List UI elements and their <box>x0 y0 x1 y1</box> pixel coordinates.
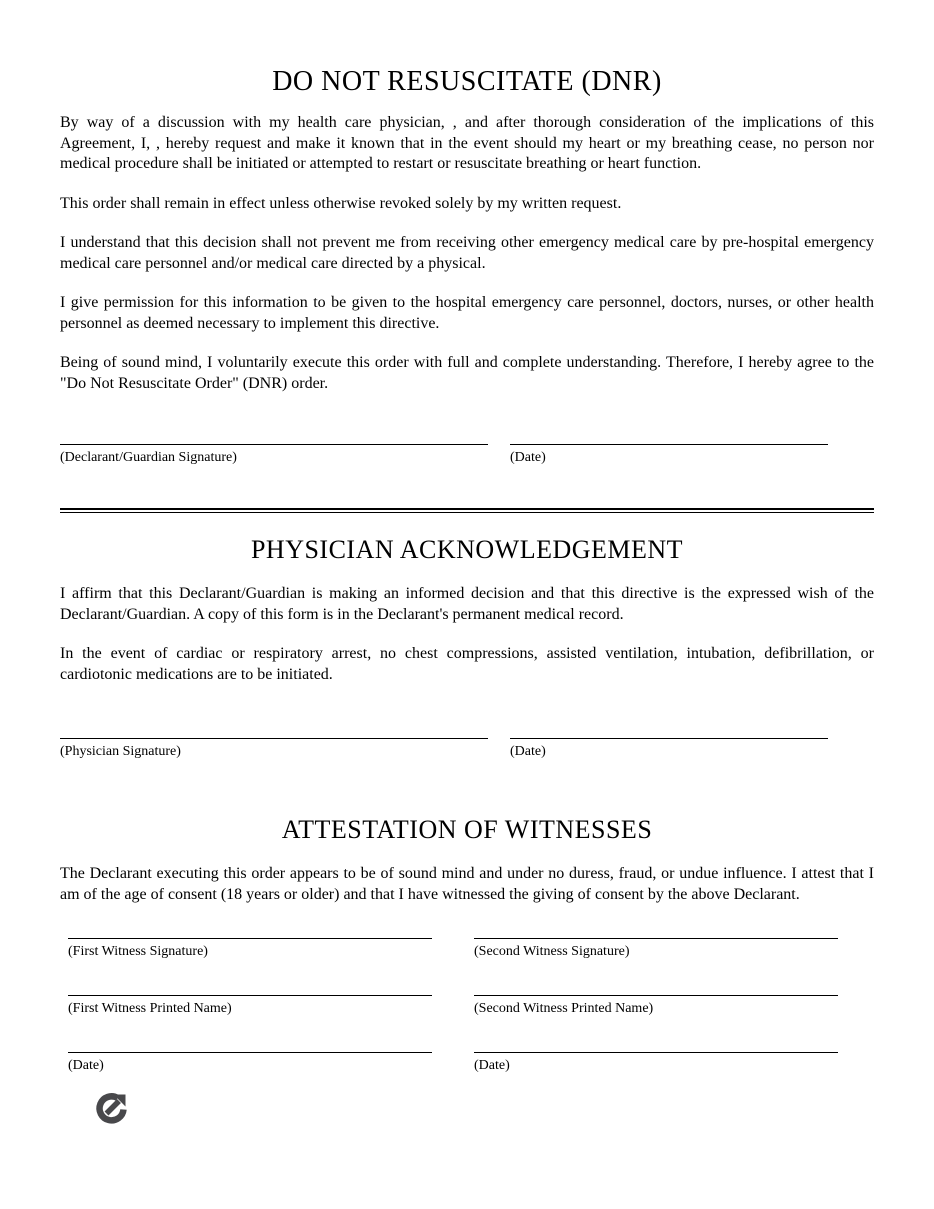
declarant-signature-line <box>60 444 488 445</box>
declarant-signature-label: (Declarant/Guardian Signature) <box>60 450 237 465</box>
second-witness-signature-label: (Second Witness Signature) <box>474 944 630 959</box>
first-witness-printed-name-field <box>68 995 432 1017</box>
dnr-paragraph-3: I understand that this decision shall not prevent me from receiving other emergency medical care by pre-hospital emergency medical care personnel and/or medical care directed by a physical. <box>60 234 874 272</box>
dnr-paragraph-4: I give permission for this information to be given to the hospital emergency care personnel, doctors, nurses, or other health personnel as deemed necessary to implement this directive. <box>60 294 874 332</box>
refresh-icon[interactable] <box>93 1089 131 1127</box>
second-witness-date-field <box>474 1052 838 1074</box>
witness-paragraph-1: The Declarant executing this order appears to be of sound mind and under no duress, fraud, or undue influence. I attest that I am of the age of consent (18 years or older) and that I have witnessed the giving of consent by the above Declarant. <box>60 865 874 903</box>
document-title: DO NOT RESUSCITATE (DNR) <box>272 66 662 97</box>
physician-date-field <box>510 738 828 760</box>
second-witness-printed-name-field <box>474 995 838 1017</box>
declarant-signature-row <box>60 444 874 466</box>
first-witness-date-label: (Date) <box>68 1058 104 1073</box>
witness-section-title: ATTESTATION OF WITNESSES <box>281 815 653 844</box>
physician-paragraph-1: I affirm that this Declarant/Guardian is making an informed decision and that this directive is the expressed wish of the Declarant/Guardian. A copy of this form is in the Declarant's permanent medical record. <box>60 585 874 623</box>
dnr-paragraph-2: This order shall remain in effect unless otherwise revoked solely by my written request. <box>60 194 622 212</box>
first-witness-printed-name-label: (First Witness Printed Name) <box>68 1001 232 1016</box>
physician-section-title: PHYSICIAN ACKNOWLEDGEMENT <box>250 535 684 564</box>
section-divider <box>60 508 874 513</box>
physician-paragraph-2: In the event of cardiac or respiratory arrest, no chest compressions, assisted ventilation, intubation, defibrillation, or cardiotonic medications are to be initiated. <box>60 645 874 683</box>
physician-signature-field <box>60 738 488 760</box>
second-witness-date-label: (Date) <box>474 1058 510 1073</box>
first-witness-signature-field <box>68 938 432 960</box>
physician-date-label: (Date) <box>510 744 546 759</box>
second-witness-date-line <box>474 1052 838 1053</box>
first-witness-date-line <box>68 1052 432 1053</box>
physician-signature-label: (Physician Signature) <box>60 744 181 759</box>
second-witness-printed-name-line <box>474 995 838 996</box>
first-witness-signature-line <box>68 938 432 939</box>
declarant-date-label: (Date) <box>510 450 546 465</box>
first-witness-date-field <box>68 1052 432 1074</box>
dnr-paragraph-1: By way of a discussion with my health care physician, , and after thorough consideration of the implications of this Agreement, I, , hereby request and make it known that in the event should my heart or my breathing cease, no person nor medical procedure shall be initiated or attempted to restart or resuscitate breathing or heart function. <box>60 114 874 172</box>
second-witness-printed-name-label: (Second Witness Printed Name) <box>474 1001 654 1016</box>
first-witness-printed-name-line <box>68 995 432 996</box>
physician-signature-line <box>60 738 488 739</box>
witness-signature-grid <box>68 938 838 1074</box>
physician-date-line <box>510 738 828 739</box>
declarant-signature-field <box>60 444 488 466</box>
dnr-paragraph-5: Being of sound mind, I voluntarily execute this order with full and complete understanding. Therefore, I hereby agree to the "Do Not Resuscitate Order" (DNR) order. <box>60 354 874 392</box>
second-witness-signature-line <box>474 938 838 939</box>
declarant-date-field <box>510 444 828 466</box>
physician-signature-row <box>60 738 874 760</box>
second-witness-signature-field <box>474 938 838 960</box>
first-witness-signature-label: (First Witness Signature) <box>68 944 208 959</box>
declarant-date-line <box>510 444 828 445</box>
